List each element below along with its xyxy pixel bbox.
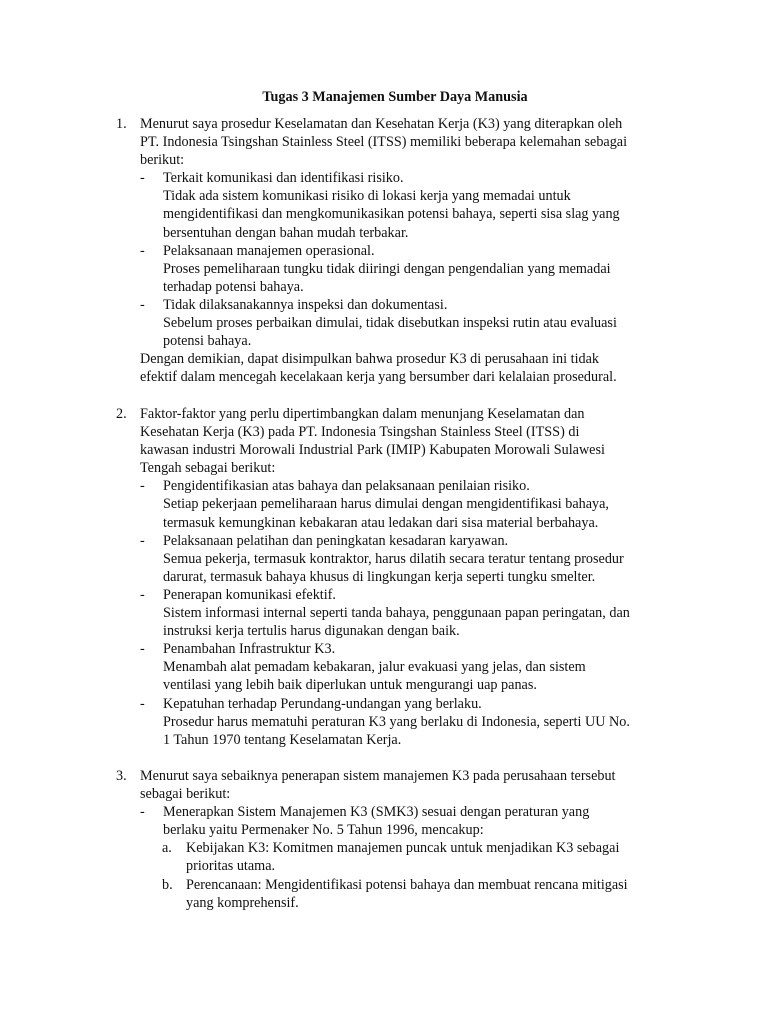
bullet-heading: Terkait komunikasi dan identifikasi risiko.	[163, 170, 404, 187]
text-line: Setiap pekerjaan pemeliharaan harus dimulai dengan mengidentifikasi bahaya,	[163, 496, 609, 513]
item-number: 3.	[116, 768, 127, 784]
text-line: instruksi kerja tertulis harus digunakan dengan baik.	[163, 623, 460, 640]
text-line: berlaku yaitu Permenaker No. 5 Tahun 1996, mencakup:	[163, 822, 484, 839]
text-line: potensi bahaya.	[163, 333, 252, 350]
item-number: 2.	[116, 406, 127, 422]
dash-bullet: -	[140, 695, 145, 712]
question-1	[0, 115, 768, 386]
text-line: Faktor-faktor yang perlu dipertimbangkan dalam menunjang Keselamatan dan	[140, 406, 585, 422]
bullet-heading: Penerapan komunikasi efektif.	[163, 586, 336, 603]
text-line: Semua pekerja, termasuk kontraktor, harus dilatih secara teratur tentang prosedur	[163, 550, 624, 567]
text-line: Menurut saya prosedur Keselamatan dan Kesehatan Kerja (K3) yang diterapkan oleh	[140, 116, 623, 132]
text-line: PT. Indonesia Tsingshan Stainless Steel (ITSS) memiliki beberapa kelemahan sebagai	[140, 134, 628, 151]
bullet-heading: Pengidentifikasian atas bahaya dan pelaksanaan penilaian risiko.	[163, 478, 530, 495]
bullet-heading: Menerapkan Sistem Manajemen K3 (SMK3) sesuai dengan peraturan yang	[163, 804, 590, 821]
text-line: Tidak ada sistem komunikasi risiko di lokasi kerja yang memadai untuk	[163, 188, 571, 205]
text-line: mengidentifikasi dan mengkomunikasikan potensi bahaya, seperti sisa slag yang	[163, 206, 620, 223]
item-number: 1.	[116, 116, 127, 132]
text-line: darurat, termasuk bahaya khusus di lingkungan kerja seperti tungku smelter.	[163, 568, 596, 585]
sub-item-label-b: b.	[162, 876, 173, 893]
bullet-heading: Kepatuhan terhadap Perundang-undangan yang berlaku.	[163, 695, 482, 712]
text-line: Sebelum proses perbaikan dimulai, tidak disebutkan inspeksi rutin atau evaluasi	[163, 315, 617, 332]
text-line: berikut:	[140, 152, 185, 169]
text-line: sebagai berikut:	[140, 786, 231, 803]
bullet-heading: Pelaksanaan pelatihan dan peningkatan kesadaran karyawan.	[163, 532, 509, 549]
text-line: kawasan industri Morowali Industrial Park (IMIP) Kabupaten Morowali Sulawesi	[140, 442, 605, 459]
document-title: Tugas 3 Manajemen Sumber Daya Manusia	[262, 89, 528, 105]
text-line: 1 Tahun 1970 tentang Keselamatan Kerja.	[163, 731, 402, 748]
dash-bullet: -	[140, 296, 145, 313]
dash-bullet: -	[140, 804, 145, 821]
dash-bullet: -	[140, 586, 145, 603]
text-line: Proses pemeliharaan tungku tidak diiringi dengan pengendalian yang memadai	[163, 260, 611, 277]
dash-bullet: -	[140, 641, 145, 658]
question-3	[0, 767, 768, 912]
bullet-heading: Penambahan Infrastruktur K3.	[163, 641, 336, 658]
text-line: Kesehatan Kerja (K3) pada PT. Indonesia Tsingshan Stainless Steel (ITSS) di	[140, 424, 580, 441]
text-line: bersentuhan dengan bahan mudah terbakar.	[163, 224, 409, 241]
dash-bullet: -	[140, 170, 145, 187]
text-line: Dengan demikian, dapat disimpulkan bahwa prosedur K3 di perusahaan ini tidak	[140, 351, 600, 368]
bullet-heading: Tidak dilaksanakannya inspeksi dan dokumentasi.	[163, 296, 448, 313]
text-line: yang komprehensif.	[186, 894, 299, 911]
text-line: Prosedur harus mematuhi peraturan K3 yang berlaku di Indonesia, seperti UU No.	[163, 713, 630, 730]
bullet-heading: Pelaksanaan manajemen operasional.	[163, 242, 375, 259]
text-line: Menurut saya sebaiknya penerapan sistem manajemen K3 pada perusahaan tersebut	[140, 768, 616, 784]
text-line: termasuk kemungkinan kebakaran atau ledakan dari sisa material berbahaya.	[163, 514, 599, 531]
text-line: efektif dalam mencegah kecelakaan kerja yang bersumber dari kelalaian prosedural.	[140, 369, 617, 386]
dash-bullet: -	[140, 532, 145, 549]
text-line: Sistem informasi internal seperti tanda bahaya, penggunaan papan peringatan, dan	[163, 605, 630, 622]
text-line: terhadap potensi bahaya.	[163, 278, 304, 295]
text-line: ventilasi yang lebih baik diperlukan untuk mengurangi uap panas.	[163, 677, 537, 694]
text-line: Tengah sebagai berikut:	[140, 460, 276, 477]
text-line: Menambah alat pemadam kebakaran, jalur evakuasi yang jelas, dan sistem	[163, 659, 586, 676]
dash-bullet: -	[140, 478, 145, 495]
text-line: Perencanaan: Mengidentifikasi potensi bahaya dan membuat rencana mitigasi	[186, 876, 628, 893]
text-line: Kebijakan K3: Komitmen manajemen puncak untuk menjadikan K3 sebagai	[186, 840, 620, 857]
dash-bullet: -	[140, 242, 145, 259]
sub-item-label-a: a.	[162, 840, 172, 857]
question-2	[0, 405, 768, 749]
text-line: prioritas utama.	[186, 858, 276, 875]
